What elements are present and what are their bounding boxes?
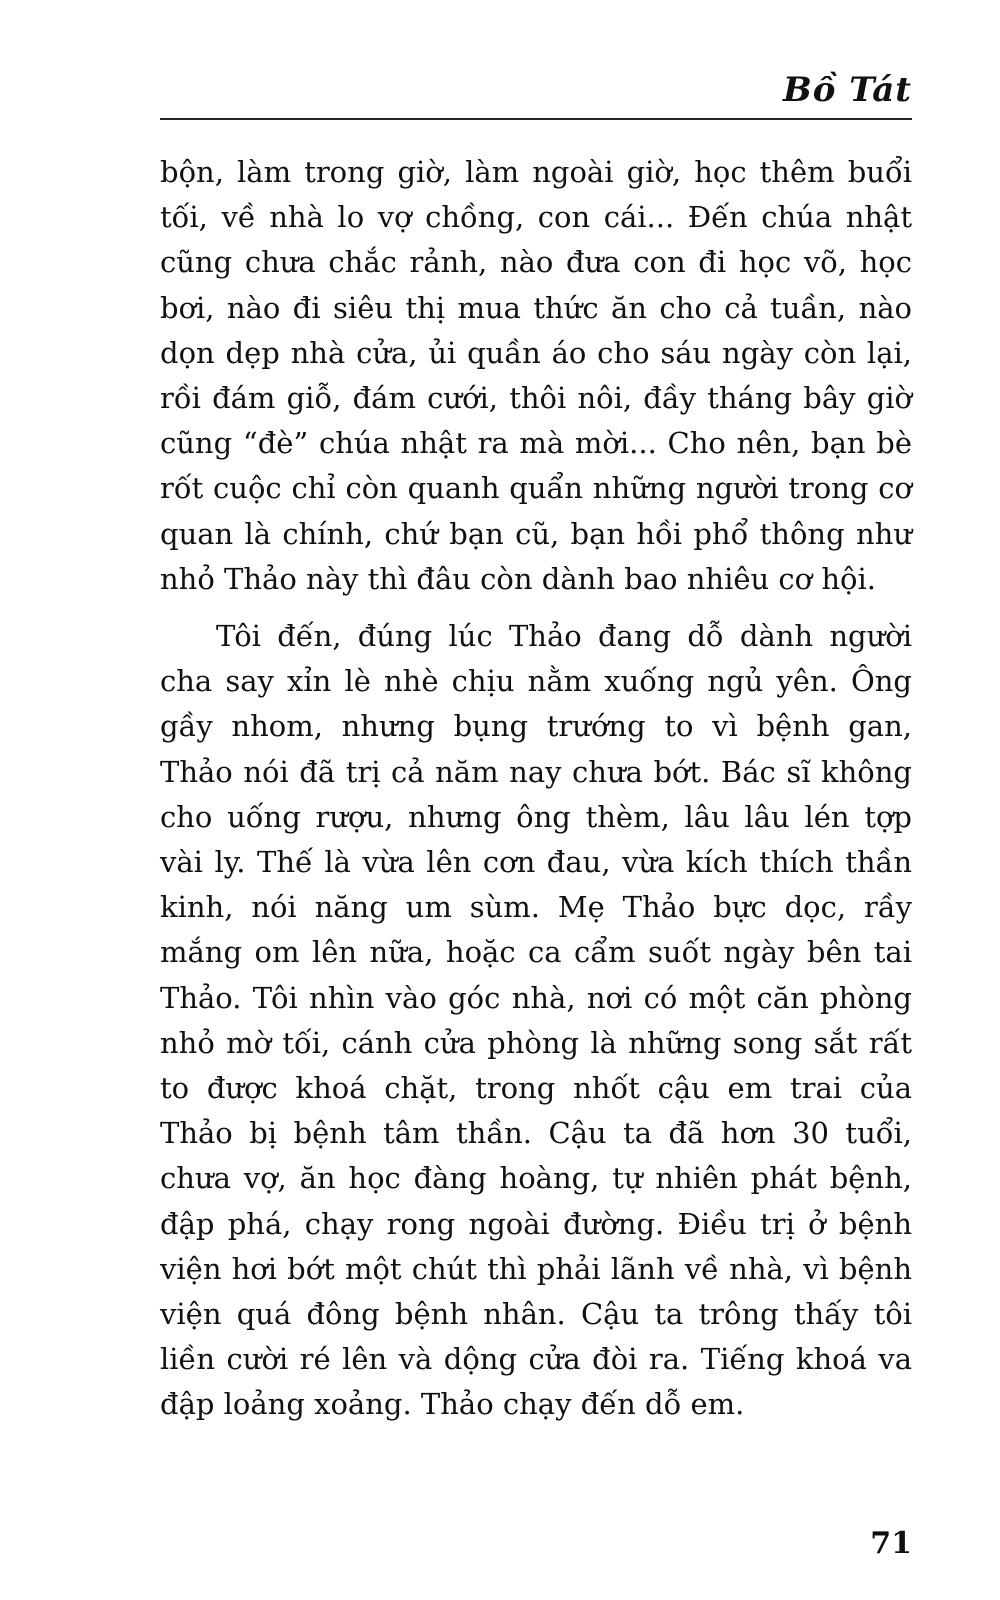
header-rule: [160, 118, 912, 120]
paragraph: Tôi đến, đúng lúc Thảo đang dỗ dành người cha say xỉn lè nhè chịu nằm xuống ngủ yên. Ông gầy nhom, nhưng bụng trướng to vì bệnh gan, Thảo nói đã trị cả năm nay chưa bớt. Bác sĩ không cho uống rượu, nhưng ông thèm, lâu lâu lén tợp vài ly. Thế là vừa lên cơn đau, vừa kích thích thần kinh, nói năng um sùm. Mẹ Thảo bực dọc, rầy mắng om lên nữa, hoặc ca cẩm suốt ngày bên tai Thảo. Tôi nhìn vào góc nhà, nơi có một căn phòng nhỏ mờ tối, cánh cửa phòng là những song sắt rất to được khoá chặt, trong nhốt cậu em trai của Thảo bị bệnh tâm thần. Cậu ta đã hơn 30 tuổi, chưa vợ, ăn học đàng hoàng, tự nhiên phát bệnh, đập phá, chạy rong ngoài đường. Điều trị ở bệnh viện hơi bớt một chút thì phải lãnh về nhà, vì bệnh viện quá đông bệnh nhân. Cậu ta trông thấy tôi liền cười ré lên và dộng cửa đòi ra. Tiếng khoá va đập loảng xoảng. Thảo chạy đến dỗ em.: [160, 619, 912, 1422]
page-number: 71: [870, 1526, 912, 1561]
running-header-title: Bồ Tát: [782, 70, 912, 110]
paragraph-continued: bộn, làm trong giờ, làm ngoài giờ, học thêm buổi tối, về nhà lo vợ chồng, con cái... Đến chúa nhật cũng chưa chắc rảnh, nào đưa con đi học võ, học bơi, nào đi siêu thị mua thức ăn cho cả tuần, nào dọn dẹp nhà cửa, ủi quần áo cho sáu ngày còn lại, rồi đám giỗ, đám cưới, thôi nôi, đầy tháng bây giờ cũng “đè” chúa nhật ra mà mời... Cho nên, bạn bè rốt cuộc chỉ còn quanh quẩn những người trong cơ quan là chính, chứ bạn cũ, bạn hồi phổ thông như nhỏ Thảo này thì đâu còn dành bao nhiêu cơ hội.: [160, 155, 912, 596]
body-text: [160, 150, 912, 1428]
